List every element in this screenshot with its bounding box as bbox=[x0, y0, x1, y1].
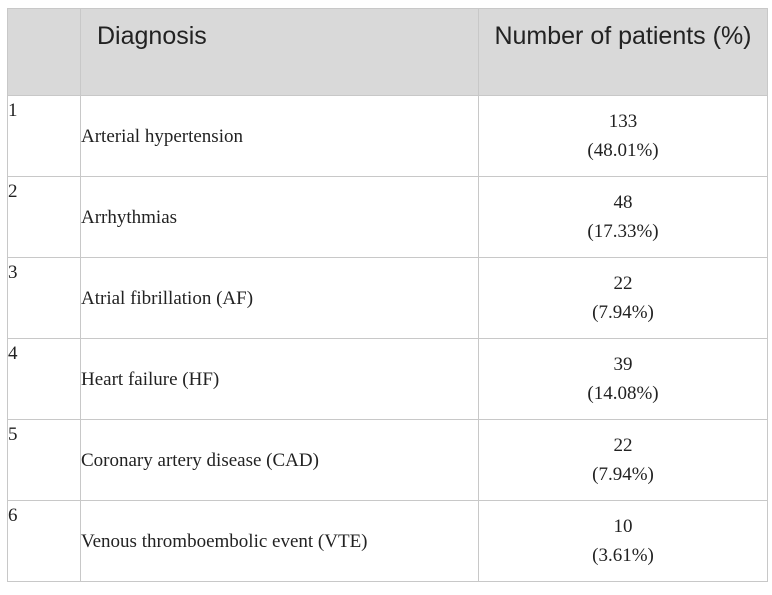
row-diagnosis: Heart failure (HF) bbox=[81, 339, 479, 420]
patient-percent: (17.33%) bbox=[587, 221, 659, 242]
row-diagnosis: Arrhythmias bbox=[81, 177, 479, 258]
row-patients bbox=[479, 177, 768, 258]
row-diagnosis: Venous thromboembolic event (VTE) bbox=[81, 501, 479, 582]
patient-count: 48 bbox=[613, 192, 633, 213]
patient-count: 39 bbox=[613, 354, 633, 375]
patient-percent: (3.61%) bbox=[592, 545, 654, 566]
row-index: 4 bbox=[8, 339, 81, 420]
row-index: 1 bbox=[8, 96, 81, 177]
patient-percent: (7.94%) bbox=[592, 464, 654, 485]
row-index: 2 bbox=[8, 177, 81, 258]
table-row bbox=[8, 96, 768, 177]
row-index: 5 bbox=[8, 420, 81, 501]
table-row bbox=[8, 258, 768, 339]
row-patients bbox=[479, 501, 768, 582]
table-row bbox=[8, 501, 768, 582]
patient-count: 10 bbox=[613, 516, 633, 537]
diagnosis-table bbox=[7, 8, 768, 582]
row-diagnosis: Coronary artery disease (CAD) bbox=[81, 420, 479, 501]
patient-count: 22 bbox=[613, 435, 633, 456]
row-patients bbox=[479, 96, 768, 177]
row-index: 6 bbox=[8, 501, 81, 582]
row-diagnosis: Arterial hypertension bbox=[81, 96, 479, 177]
row-index: 3 bbox=[8, 258, 81, 339]
table-row bbox=[8, 339, 768, 420]
row-diagnosis: Atrial fibrillation (AF) bbox=[81, 258, 479, 339]
patient-count: 133 bbox=[608, 111, 638, 132]
patient-percent: (14.08%) bbox=[587, 383, 659, 404]
patient-count: 22 bbox=[613, 273, 633, 294]
header-row bbox=[8, 9, 768, 96]
row-patients bbox=[479, 339, 768, 420]
row-patients bbox=[479, 258, 768, 339]
table-body bbox=[8, 96, 768, 582]
row-patients bbox=[479, 420, 768, 501]
header-index-cell bbox=[8, 9, 81, 96]
table-row bbox=[8, 420, 768, 501]
patient-percent: (7.94%) bbox=[592, 302, 654, 323]
table-row bbox=[8, 177, 768, 258]
patient-percent: (48.01%) bbox=[587, 140, 659, 161]
header-diagnosis: Diagnosis bbox=[81, 9, 479, 96]
header-number-of-patients: Number of patients (%) bbox=[479, 9, 768, 96]
table-header bbox=[8, 9, 768, 96]
